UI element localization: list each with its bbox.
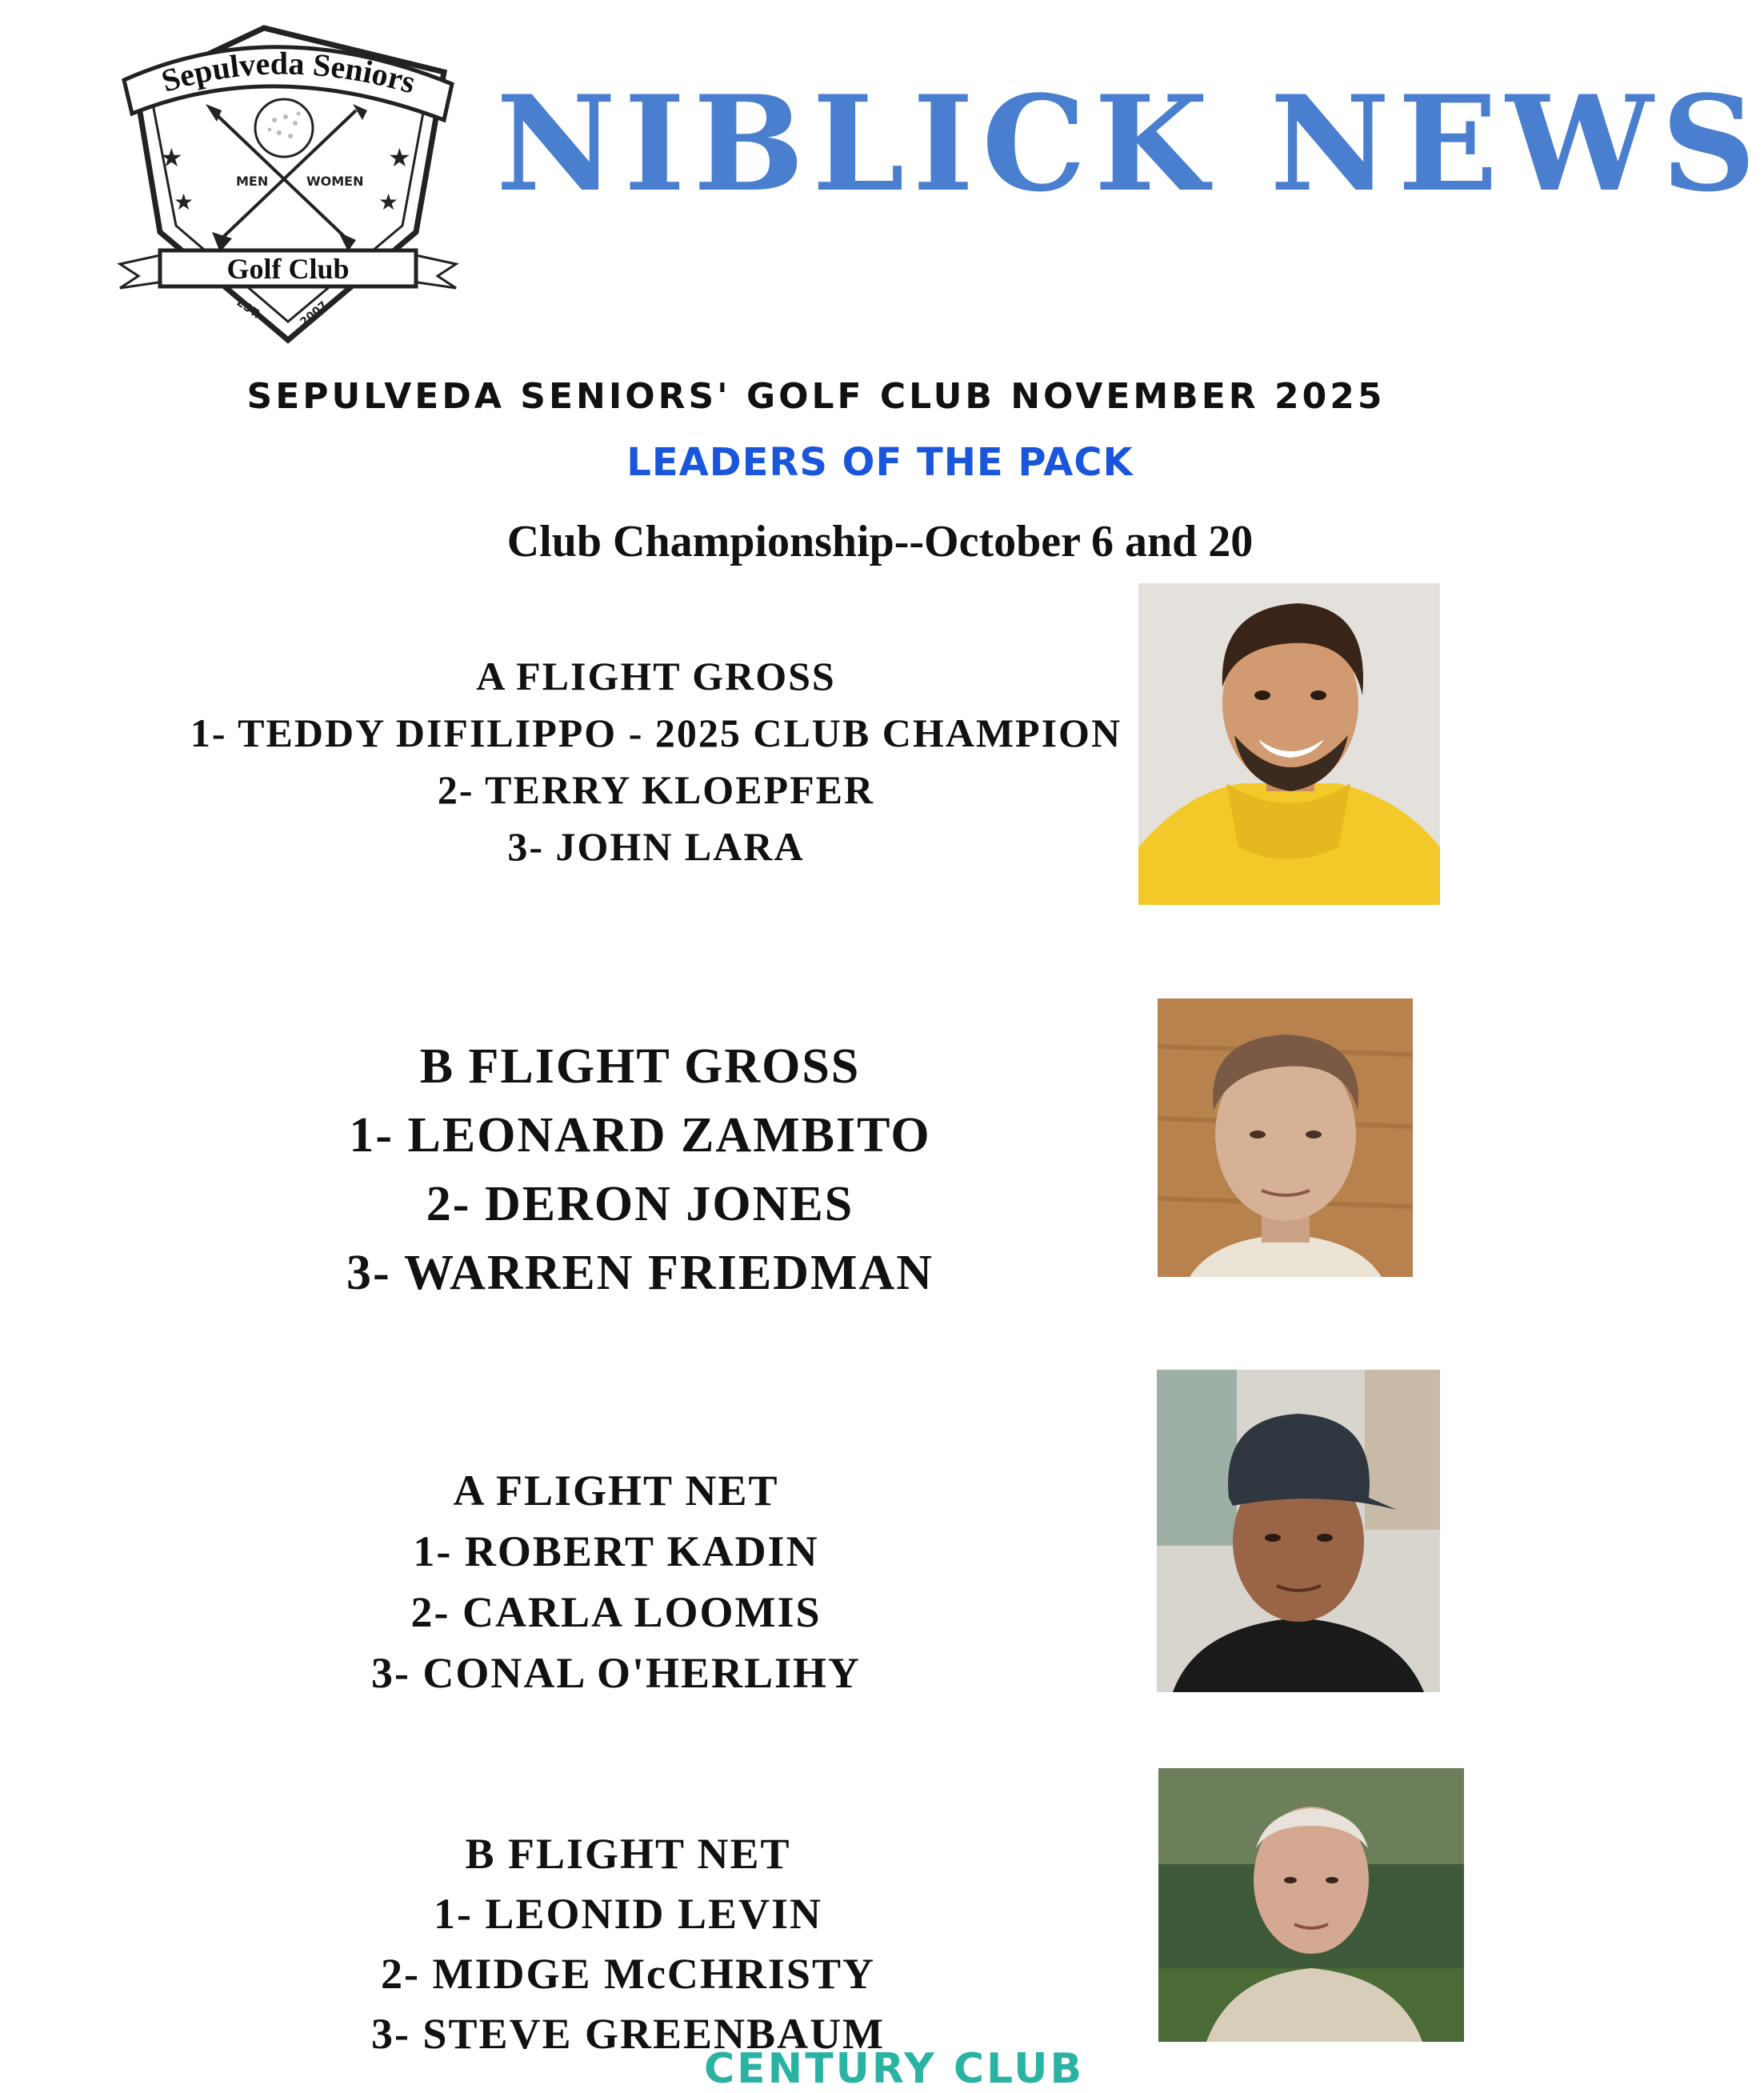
flight-a-gross-results — [144, 648, 1168, 875]
champion-photo — [1138, 583, 1440, 905]
flight-title: B FLIGHT NET — [465, 1830, 791, 1878]
svg-text:★: ★ — [388, 142, 411, 173]
flight-title: B FLIGHT GROSS — [419, 1039, 861, 1094]
logo-men: MEN — [236, 174, 269, 189]
next-section-teaser: CENTURY CLUB — [704, 2045, 1085, 2093]
club-issue-heading: SEPULVEDA SENIORS' GOLF CLUB NOVEMBER 2025 — [246, 376, 1386, 417]
flight-entry: 3- CONAL O'HERLIHY — [370, 1649, 862, 1697]
section-title: LEADERS OF THE PACK — [626, 440, 1134, 485]
flight-title: A FLIGHT NET — [453, 1467, 779, 1515]
flight-entry: 2- DERON JONES — [426, 1177, 854, 1231]
flight-entry: 2- TERRY KLOEPFER — [437, 767, 875, 812]
flight-entry: 1- LEONID LEVIN — [433, 1890, 823, 1938]
flight-entry: 3- WARREN FRIEDMAN — [346, 1246, 934, 1300]
logo-club: Golf Club — [226, 253, 350, 285]
newsletter-title: NIBLICK NEWS — [496, 66, 1764, 221]
flight-entry: 1- TEDDY DIFILIPPO - 2025 CLUB CHAMPION — [190, 710, 1122, 755]
event-title: Club Championship--October 6 and 20 — [506, 517, 1254, 566]
flight-title: A FLIGHT GROSS — [476, 654, 836, 698]
logo-est: EST. — [234, 296, 263, 322]
logo-name: Sepulveda Seniors — [157, 45, 420, 101]
flight-entry: 3- STEVE GREENBAUM — [370, 2010, 886, 2058]
flight-entry: 2- CARLA LOOMIS — [410, 1588, 822, 1636]
leonid-levin-photo — [1158, 1768, 1464, 2042]
leonard-zambito-photo — [1158, 998, 1413, 1277]
svg-text:★: ★ — [378, 189, 399, 215]
flight-entry: 2- MIDGE McCHRISTY — [381, 1950, 875, 1998]
robert-kadin-photo — [1157, 1370, 1440, 1692]
flight-b-gross-results — [240, 1032, 1040, 1307]
logo-women: WOMEN — [306, 174, 364, 189]
club-logo — [116, 24, 460, 344]
flight-a-net-results — [272, 1460, 960, 1703]
flight-b-net-results — [296, 1824, 960, 2064]
flight-entry: 3- JOHN LARA — [507, 824, 805, 869]
logo-year: 2007 — [298, 298, 330, 330]
flight-entry: 1- ROBERT KADIN — [413, 1527, 819, 1575]
svg-text:★: ★ — [174, 189, 194, 215]
svg-text:★: ★ — [160, 142, 183, 173]
flight-entry: 1- LEONARD ZAMBITO — [349, 1108, 931, 1163]
